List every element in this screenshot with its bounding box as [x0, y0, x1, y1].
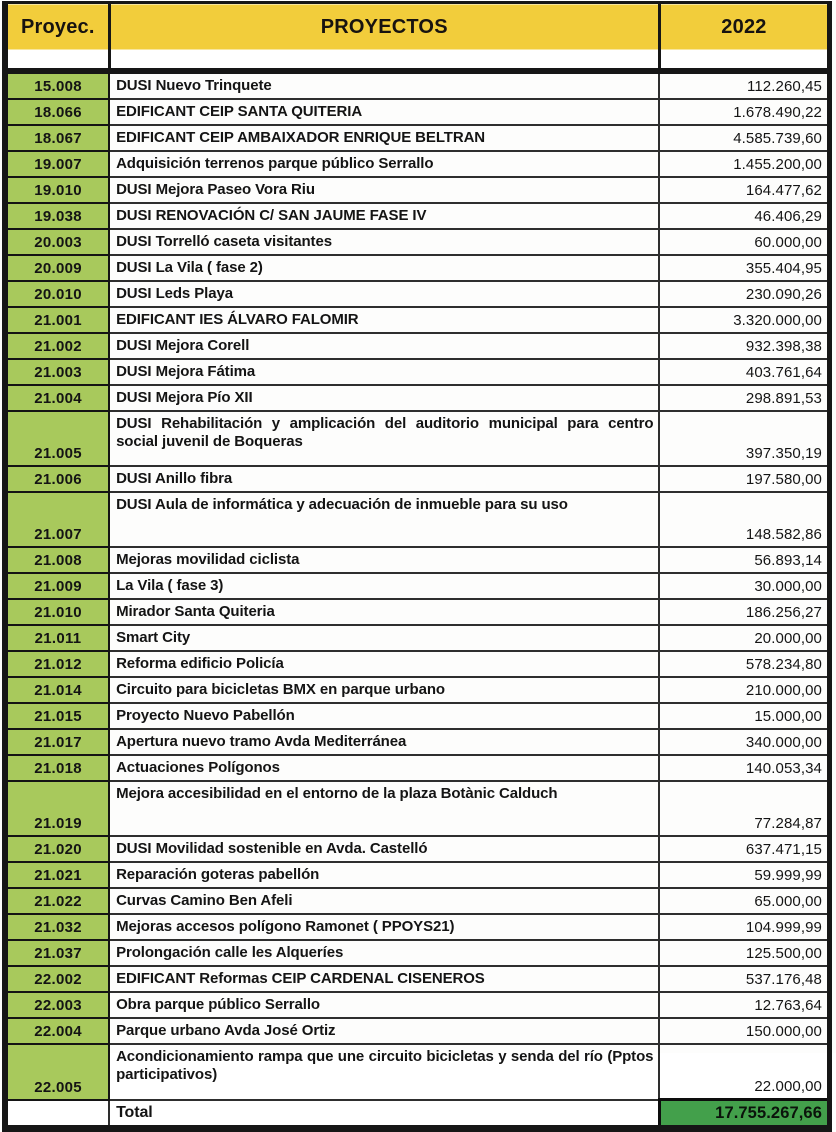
amount-cell: 1.455.200,00 [659, 151, 829, 177]
project-name-cell: Mejoras movilidad ciclista [109, 547, 659, 573]
table-row [5, 836, 830, 862]
project-name-cell: DUSI RENOVACIÓN C/ SAN JAUME FASE IV [109, 203, 659, 229]
project-code-cell: 21.022 [5, 888, 109, 914]
table-body [5, 71, 830, 1129]
amount-cell: 60.000,00 [659, 229, 829, 255]
project-name-cell: Reparación goteras pabellón [109, 862, 659, 888]
project-name-cell: La Vila ( fase 3) [109, 573, 659, 599]
table-row [5, 547, 830, 573]
project-name-cell: EDIFICANT Reformas CEIP CARDENAL CISENEROS [109, 966, 659, 992]
project-code-cell: 15.008 [5, 71, 109, 99]
total-empty-cell [5, 1100, 109, 1129]
amount-cell: 59.999,99 [659, 862, 829, 888]
project-code-cell: 21.019 [5, 781, 109, 836]
table-row [5, 203, 830, 229]
amount-cell: 1.678.490,22 [659, 99, 829, 125]
project-code-cell: 21.009 [5, 573, 109, 599]
table-row [5, 888, 830, 914]
amount-cell: 3.320.000,00 [659, 307, 829, 333]
project-code-cell: 21.007 [5, 492, 109, 547]
table-row [5, 1044, 830, 1100]
project-code-cell: 22.005 [5, 1044, 109, 1100]
project-name-cell: Proyecto Nuevo Pabellón [109, 703, 659, 729]
table-row [5, 677, 830, 703]
table-row [5, 281, 830, 307]
project-code-cell: 20.009 [5, 255, 109, 281]
total-amount-cell: 17.755.267,66 [659, 1100, 829, 1129]
table-row [5, 125, 830, 151]
table-header [5, 3, 830, 72]
project-code-cell: 20.010 [5, 281, 109, 307]
amount-cell: 56.893,14 [659, 547, 829, 573]
table-row [5, 307, 830, 333]
project-code-cell: 21.017 [5, 729, 109, 755]
amount-cell: 125.500,00 [659, 940, 829, 966]
table-row [5, 703, 830, 729]
amount-cell: 22.000,00 [659, 1044, 829, 1100]
amount-cell: 186.256,27 [659, 599, 829, 625]
project-code-cell: 21.018 [5, 755, 109, 781]
projects-budget-table [2, 1, 832, 1132]
project-name-cell: Prolongación calle les Alqueríes [109, 940, 659, 966]
table-row [5, 255, 830, 281]
project-code-cell: 18.067 [5, 125, 109, 151]
amount-cell: 112.260,45 [659, 71, 829, 99]
project-name-cell: EDIFICANT IES ÁLVARO FALOMIR [109, 307, 659, 333]
table-row [5, 71, 830, 99]
table-row [5, 573, 830, 599]
table-row [5, 1018, 830, 1044]
project-name-cell: DUSI Movilidad sostenible en Avda. Castelló [109, 836, 659, 862]
project-code-cell: 18.066 [5, 99, 109, 125]
project-code-cell: 21.008 [5, 547, 109, 573]
project-name-cell: Adquisición terrenos parque público Serrallo [109, 151, 659, 177]
project-code-cell: 21.012 [5, 651, 109, 677]
header-proyec: Proyec. [5, 3, 109, 72]
table-row [5, 177, 830, 203]
header-row [5, 3, 830, 72]
total-label-cell: Total [109, 1100, 659, 1129]
table-row [5, 914, 830, 940]
amount-cell: 578.234,80 [659, 651, 829, 677]
project-name-cell: DUSI Aula de informática y adecuación de inmueble para su uso [109, 492, 659, 547]
project-name-cell: Mirador Santa Quiteria [109, 599, 659, 625]
project-code-cell: 21.006 [5, 466, 109, 492]
project-code-cell: 21.001 [5, 307, 109, 333]
project-name-cell: Smart City [109, 625, 659, 651]
table-row [5, 651, 830, 677]
amount-cell: 298.891,53 [659, 385, 829, 411]
project-code-cell: 21.005 [5, 411, 109, 466]
amount-cell: 20.000,00 [659, 625, 829, 651]
amount-cell: 932.398,38 [659, 333, 829, 359]
project-name-cell: EDIFICANT CEIP AMBAIXADOR ENRIQUE BELTRAN [109, 125, 659, 151]
amount-cell: 210.000,00 [659, 677, 829, 703]
amount-cell: 140.053,34 [659, 755, 829, 781]
amount-cell: 148.582,86 [659, 492, 829, 547]
project-code-cell: 21.021 [5, 862, 109, 888]
project-name-cell: Mejora accesibilidad en el entorno de la plaza Botànic Calduch [109, 781, 659, 836]
table-row [5, 940, 830, 966]
table-row [5, 992, 830, 1018]
table-row [5, 625, 830, 651]
project-code-cell: 21.004 [5, 385, 109, 411]
amount-cell: 65.000,00 [659, 888, 829, 914]
table-row [5, 229, 830, 255]
project-name-cell: Circuito para bicicletas BMX en parque urbano [109, 677, 659, 703]
project-code-cell: 21.002 [5, 333, 109, 359]
amount-cell: 15.000,00 [659, 703, 829, 729]
project-name-cell: Reforma edificio Policía [109, 651, 659, 677]
table-row [5, 333, 830, 359]
scanned-document-page [0, 1, 836, 1122]
amount-cell: 46.406,29 [659, 203, 829, 229]
project-name-cell: DUSI Mejora Corell [109, 333, 659, 359]
project-name-cell: Apertura nuevo tramo Avda Mediterránea [109, 729, 659, 755]
project-name-cell: DUSI Rehabilitación y amplicación del auditorio municipal para centro social juvenil de Boqueras [109, 411, 659, 466]
project-name-cell: DUSI Mejora Pío XII [109, 385, 659, 411]
project-name-cell: DUSI Anillo fibra [109, 466, 659, 492]
header-proyectos: PROYECTOS [109, 3, 659, 72]
amount-cell: 230.090,26 [659, 281, 829, 307]
project-code-cell: 21.020 [5, 836, 109, 862]
amount-cell: 340.000,00 [659, 729, 829, 755]
table-row [5, 599, 830, 625]
table-row [5, 359, 830, 385]
project-name-cell: Mejoras accesos polígono Ramonet ( PPOYS21) [109, 914, 659, 940]
project-name-cell: Obra parque público Serrallo [109, 992, 659, 1018]
project-code-cell: 21.014 [5, 677, 109, 703]
table-row [5, 466, 830, 492]
table-row [5, 966, 830, 992]
project-name-cell: DUSI La Vila ( fase 2) [109, 255, 659, 281]
total-row [5, 1100, 830, 1129]
amount-cell: 30.000,00 [659, 573, 829, 599]
table-row [5, 729, 830, 755]
amount-cell: 397.350,19 [659, 411, 829, 466]
project-name-cell: Actuaciones Polígonos [109, 755, 659, 781]
amount-cell: 403.761,64 [659, 359, 829, 385]
table-row [5, 99, 830, 125]
amount-cell: 4.585.739,60 [659, 125, 829, 151]
project-code-cell: 21.032 [5, 914, 109, 940]
amount-cell: 637.471,15 [659, 836, 829, 862]
project-name-cell: DUSI Mejora Paseo Vora Riu [109, 177, 659, 203]
project-code-cell: 19.010 [5, 177, 109, 203]
project-name-cell: DUSI Nuevo Trinquete [109, 71, 659, 99]
project-code-cell: 21.010 [5, 599, 109, 625]
project-name-cell: EDIFICANT CEIP SANTA QUITERIA [109, 99, 659, 125]
amount-cell: 150.000,00 [659, 1018, 829, 1044]
table-row [5, 492, 830, 547]
project-name-cell: Acondicionamiento rampa que une circuito bicicletas y senda del río (Pptos participativos) [109, 1044, 659, 1100]
amount-cell: 12.763,64 [659, 992, 829, 1018]
project-code-cell: 21.015 [5, 703, 109, 729]
project-code-cell: 19.007 [5, 151, 109, 177]
table-row [5, 385, 830, 411]
table-row [5, 862, 830, 888]
amount-cell: 355.404,95 [659, 255, 829, 281]
amount-cell: 164.477,62 [659, 177, 829, 203]
table-row [5, 411, 830, 466]
header-year-2022: 2022 [659, 3, 829, 72]
table-row [5, 755, 830, 781]
table-row [5, 781, 830, 836]
project-code-cell: 21.011 [5, 625, 109, 651]
amount-cell: 104.999,99 [659, 914, 829, 940]
project-code-cell: 22.002 [5, 966, 109, 992]
project-code-cell: 21.003 [5, 359, 109, 385]
project-name-cell: Curvas Camino Ben Afeli [109, 888, 659, 914]
amount-cell: 537.176,48 [659, 966, 829, 992]
project-code-cell: 20.003 [5, 229, 109, 255]
project-name-cell: DUSI Mejora Fátima [109, 359, 659, 385]
amount-cell: 77.284,87 [659, 781, 829, 836]
project-code-cell: 19.038 [5, 203, 109, 229]
table-row [5, 151, 830, 177]
amount-cell: 197.580,00 [659, 466, 829, 492]
project-name-cell: DUSI Torrelló caseta visitantes [109, 229, 659, 255]
project-code-cell: 22.004 [5, 1018, 109, 1044]
project-name-cell: Parque urbano Avda José Ortiz [109, 1018, 659, 1044]
project-code-cell: 21.037 [5, 940, 109, 966]
project-code-cell: 22.003 [5, 992, 109, 1018]
project-name-cell: DUSI Leds Playa [109, 281, 659, 307]
